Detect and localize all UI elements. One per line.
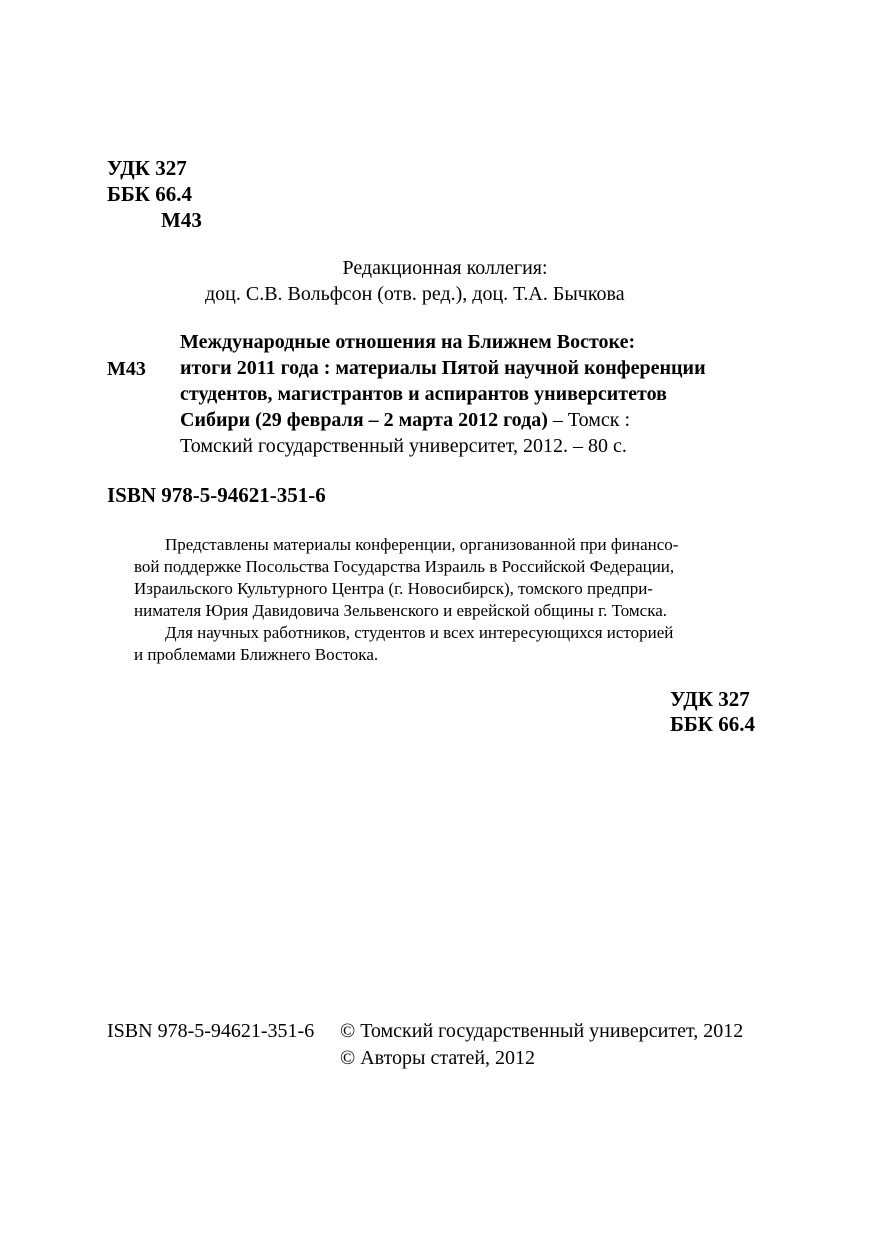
record-title-line-4-rest: – Томск : [547,409,630,431]
copyright-line-1: © Томский государственный университет, 2012 [340,1020,744,1042]
annotation-line-4: нимателя Юрия Давидовича Зельвенского и еврейской общины г. Томска. [134,601,668,620]
record-title-line-2: итоги 2011 года : материалы Пятой научной конференции [180,357,706,379]
isbn: ISBN 978-5-94621-351-6 [107,483,326,507]
footer-bbk-code: ББК 66.4 [670,712,755,736]
bbk-code: ББК 66.4 [107,182,192,206]
editorial-board-members: доц. С.В. Вольфсон (отв. ред.), доц. Т.А. Бычкова [205,283,625,305]
record-author-sign: М43 [107,358,146,380]
annotation-line-1: Представлены материалы конференции, организованной при финансо- [165,535,679,554]
record-publisher-line: Томский государственный университет, 2012. – 80 с. [180,435,627,457]
footer-udk-code: УДК 327 [670,687,750,711]
editorial-board-label: Редакционная коллегия: [342,257,548,279]
record-title-line-4-bold: Сибири (29 февраля – 2 марта 2012 года) [180,409,548,431]
annotation-line-2: вой поддержке Посольства Государства Израиль в Российской Федерации, [134,557,675,576]
author-sign: М43 [161,208,202,232]
copyright-line-2: © Авторы статей, 2012 [340,1047,536,1069]
annotation-line-6: и проблемами Ближнего Востока. [134,645,379,664]
udk-code: УДК 327 [107,156,187,180]
copyright-isbn: ISBN 978-5-94621-351-6 [107,1020,315,1042]
record-title-line-1: Международные отношения на Ближнем Востоке: [180,331,636,353]
record-title-line-3: студентов, магистрантов и аспирантов университетов [180,383,667,405]
record-title-line-4 [180,407,630,433]
annotation-line-3: Израильского Культурного Центра (г. Новосибирск), томского предпри- [134,579,653,598]
annotation-line-5: Для научных работников, студентов и всех интересующихся историей [165,623,674,642]
